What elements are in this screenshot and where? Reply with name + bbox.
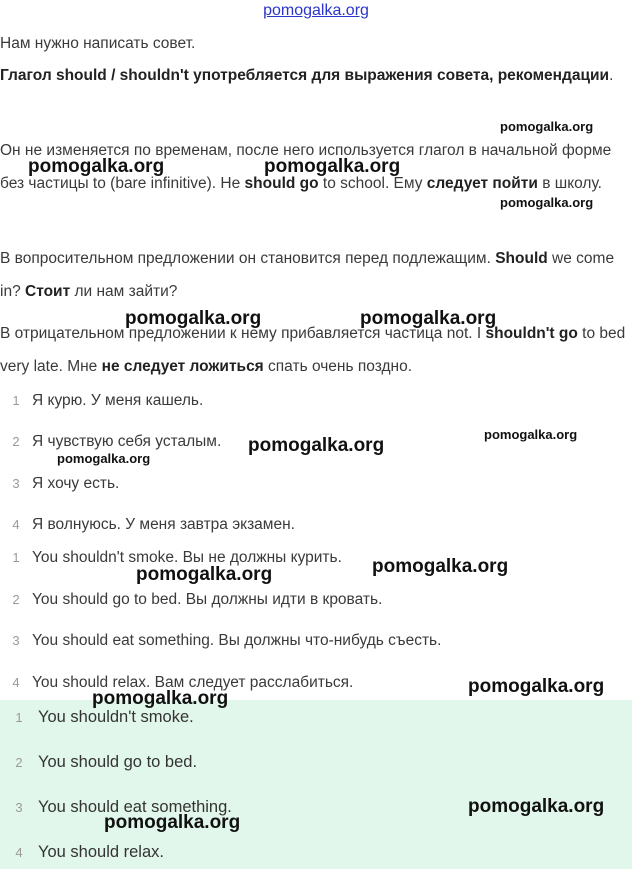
item-number: 3 (12, 476, 20, 491)
answer-block (0, 700, 632, 869)
item-text: Я хочу есть. (32, 475, 120, 492)
watermark: pomogalka.org (136, 564, 273, 585)
item-text: You should go to bed. (38, 753, 198, 771)
site-link[interactable]: pomogalka.org (263, 2, 369, 19)
theory-text: в школу. (537, 175, 602, 192)
item-number: 3 (15, 800, 23, 815)
item-number: 4 (12, 675, 20, 690)
item-number: 2 (12, 434, 20, 449)
watermark: pomogalka.org (264, 156, 401, 177)
theory-paragraph-1 (0, 27, 628, 60)
item-number: 3 (12, 633, 20, 648)
theory-bold: should go (244, 175, 319, 192)
situation-item (0, 431, 221, 453)
item-text: You should relax. (38, 843, 164, 861)
item-number: 2 (15, 755, 23, 770)
item-text: You should relax. Вам следует расслабиться. (32, 674, 354, 691)
theory-text: В вопросительном предложении он становится перед подлежащим. (0, 250, 496, 267)
advice-item (0, 589, 382, 611)
watermark: pomogalka.org (484, 427, 578, 442)
item-number: 4 (12, 517, 20, 532)
watermark: pomogalka.org (125, 308, 262, 329)
watermark: pomogalka.org (500, 119, 594, 134)
watermark: pomogalka.org (57, 451, 151, 466)
theory-bold: Стоит (25, 283, 71, 300)
answer-item (0, 751, 197, 774)
theory-bold: Глагол should / shouldn't употребляется для выражения совета, рекомендации (0, 67, 610, 84)
watermark: pomogalka.org (468, 796, 605, 817)
theory-paragraph-2 (0, 59, 628, 92)
item-text: You should eat something. (38, 798, 232, 816)
theory-text: we come in? (0, 250, 615, 300)
item-number: 1 (15, 710, 23, 725)
answer-item (0, 841, 164, 864)
item-text: Я курю. У меня кашель. (32, 392, 204, 409)
watermark: pomogalka.org (104, 812, 241, 833)
situation-item (0, 514, 295, 536)
theory-text: Нам нужно написать совет. (0, 35, 196, 52)
theory-text: to school. Ему (318, 175, 427, 192)
theory-text: Он не изменяется по временам, после него используется глагол в начальной форме без частицы to (bare infinitive). He (0, 142, 612, 192)
watermark: pomogalka.org (360, 308, 497, 329)
item-text: Я чувствую себя усталым. (32, 433, 222, 450)
theory-paragraph-4 (0, 242, 628, 308)
theory-bold: не следует ложиться (101, 358, 264, 375)
advice-item (0, 630, 441, 652)
item-number: 2 (12, 592, 20, 607)
theory-bold: следует пойти (426, 175, 538, 192)
watermark: pomogalka.org (28, 156, 165, 177)
watermark: pomogalka.org (372, 556, 509, 577)
theory-text: ли нам зайти? (70, 283, 178, 300)
item-text: You shouldn't smoke. (38, 708, 194, 726)
item-text: You should go to bed. Вы должны идти в кровать. (32, 591, 383, 608)
item-text: Я волнуюсь. У меня завтра экзамен. (32, 516, 295, 533)
item-number: 4 (15, 845, 23, 860)
item-number: 1 (12, 550, 20, 565)
situation-item (0, 390, 203, 412)
watermark: pomogalka.org (500, 195, 594, 210)
theory-text: спать очень поздно. (263, 358, 412, 375)
watermark: pomogalka.org (468, 676, 605, 697)
theory-text: . (609, 67, 614, 84)
theory-bold: Should (495, 250, 548, 267)
situation-item (0, 473, 119, 495)
watermark: pomogalka.org (248, 435, 385, 456)
item-text: You should eat something. Вы должны что-нибудь съесть. (32, 632, 442, 649)
theory-text: В отрицательном предложении к нему прибавляется частица not. I (0, 325, 486, 342)
theory-text: to bed very late. Мне (0, 325, 626, 375)
watermark: pomogalka.org (92, 688, 229, 709)
item-number: 1 (12, 393, 20, 408)
theory-bold: shouldn't go (485, 325, 578, 342)
theory-paragraph-5 (0, 317, 628, 383)
item-text: You shouldn't smoke. Вы не должны курить. (32, 549, 342, 566)
